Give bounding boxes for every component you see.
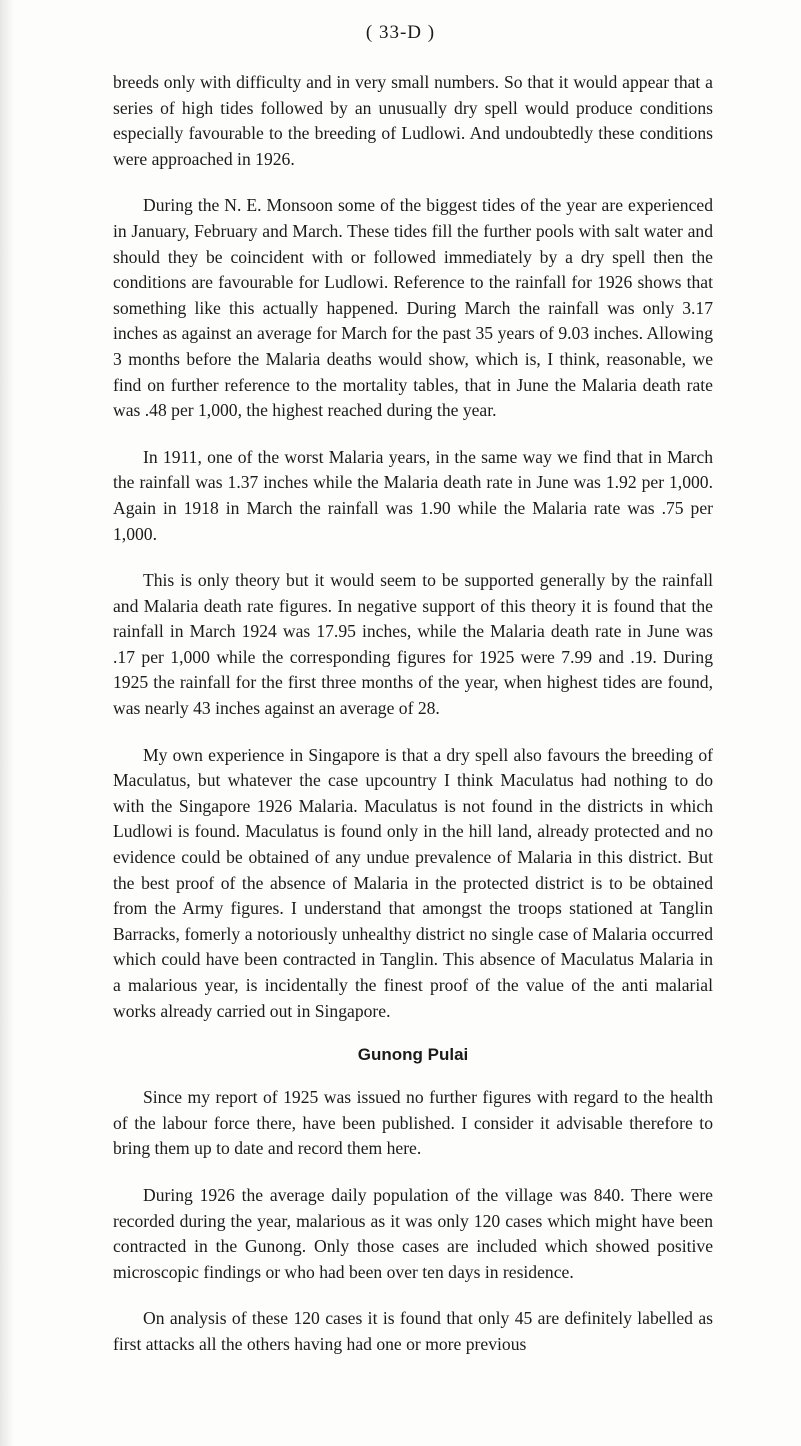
paragraph-1: breeds only with difficulty and in very small numbers. So that it would appear that a series of high tides followed by an unusually dry spell would produce conditions especially favourable to the breeding of Ludlowi. And undoubtedly these conditions were approached in 1926. xyxy=(113,72,713,169)
paragraph-2: During the N. E. Monsoon some of the biggest tides of the year are experienced in January, February and March. These tides fill the further pools with salt water and should they be coincident with or followed immediately by a dry spell then the conditions are favourable for Ludlowi. Reference to the rainfall for 1926 shows that something like this actually happened. During March the rainfall was only 3.17 inches as against an average for March for the past 35 years of 9.03 inches. Allowing 3 months before the Malaria deaths would show, which is, I think, reasonable, we find on further reference to the mortality tables, that in June the Malaria death rate was .48 per 1,000, the highest reached during the year. xyxy=(113,195,713,421)
page-number: ( 33-D ) xyxy=(365,22,436,43)
paragraph-8: On analysis of these 120 cases it is found that only 45 are definitely labelled as first attacks all the others having had one or more previous xyxy=(113,1308,713,1354)
paragraph-7: During 1926 the average daily population of the village was 840. There were recorded during the year, malarious as it was only 120 cases which might have been contracted in the Gunong. Only those cases are included which showed positive microscopic findings or who had been over ten days in residence. xyxy=(113,1184,713,1282)
paragraph-6: Since my report of 1925 was issued no further figures with regard to the health of the labour force there, have been published. I consider it advisable therefore to bring them up to date and record them here. xyxy=(113,1087,713,1159)
paragraph-4: This is only theory but it would seem to be supported generally by the rainfall and Malaria death rate figures. In negative support of this theory it is found that the rainfall in March 1924 was 17.95 inches, while the Malaria death rate in June was .17 per 1,000 while the corresponding figures for 1925 were 7.99 and .19. During 1925 the rainfall for the first three months of the year, when highest tides are found, was nearly 43 inches against an average of 28. xyxy=(113,570,713,719)
section-heading: Gunong Pulai xyxy=(357,1045,469,1065)
paragraph-3: In 1911, one of the worst Malaria years, in the same way we find that in March the rainfall was 1.37 inches while the Malaria death rate in June was 1.92 per 1,000. Again in 1918 in March the rainfall was 1.90 while the Malaria rate was .75 per 1,000. xyxy=(113,446,713,544)
scan-shadow xyxy=(0,0,14,1446)
paragraph-5: My own experience in Singapore is that a dry spell also favours the breeding of Maculatus, but whatever the case upcountry I think Maculatus had nothing to do with the Singapore 1926 Malaria. Maculatus is not found in the districts in which Ludlowi is found. Maculatus is found only in the hill land, already protected and no evidence could be obtained of any undue prevalence of Malaria in this district. But the best proof of the absence of Malaria in the protected district is to be obtained from the Army figures. I understand that amongst the troops stationed at Tanglin Barracks, fomerly a notoriously unhealthy district no single case of Malaria occurred which could have been contracted in Tanglin. This absence of Maculatus Malaria in a malarious year, is incidentally the finest proof of the value of the anti malarial works already carried out in Singapore. xyxy=(113,744,713,1021)
page-body xyxy=(113,70,713,1358)
